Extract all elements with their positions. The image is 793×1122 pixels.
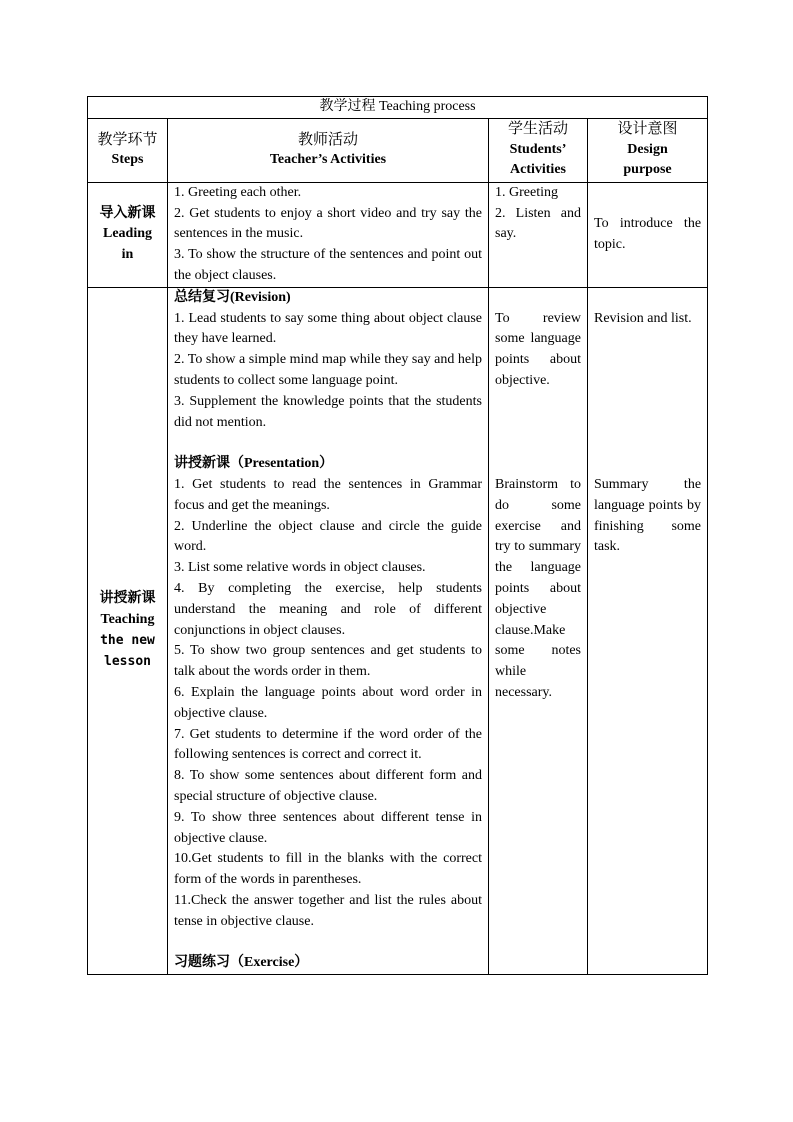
- spacer: [594, 329, 701, 350]
- teaching-students: [489, 287, 588, 974]
- presentation-item: 8. To show some sentences about different form and special structure of objective clause.: [174, 768, 482, 804]
- header-steps-cn: 教学环节: [97, 131, 158, 148]
- presentation-item: 4. By completing the exercise, help students understand the meaning and role of different conjunctions in object clauses.: [174, 580, 482, 638]
- leading-teacher-item: 3. To show the structure of the sentences and point out the object clauses.: [174, 247, 482, 283]
- header-students-en2: Activities: [510, 162, 566, 178]
- teaching-step-en2: the new: [100, 632, 155, 648]
- presentation-item: 10.Get students to fill in the blanks with the correct form of the words in parentheses.: [174, 851, 482, 888]
- header-teacher-cn: 教师活动: [297, 131, 358, 148]
- teaching-step-en3: lesson: [104, 653, 151, 669]
- teaching-teacher: [168, 287, 489, 974]
- exercise-heading: 习题练习（Exercise）: [174, 955, 309, 971]
- leading-row: [88, 182, 708, 287]
- leading-students-item: 1. Greeting: [495, 184, 558, 200]
- header-teacher-en: Teacher’s Activities: [269, 152, 387, 168]
- presentation-item: 2. Underline the object clause and circle the guide word.: [174, 518, 482, 555]
- spacer: [594, 288, 701, 309]
- header-design: [588, 118, 708, 182]
- spacer: [174, 433, 482, 454]
- presentation-item: 3. List some relative words in object clauses.: [174, 560, 426, 576]
- revision-item: 1. Lead students to say some thing about object clause they have learned.: [174, 310, 482, 347]
- header-design-en1: Design: [627, 141, 668, 157]
- leading-design: To introduce the topic.: [588, 182, 708, 287]
- spacer: [495, 413, 581, 434]
- teaching-design: [588, 287, 708, 974]
- teaching-step-en1: Teaching: [100, 612, 155, 628]
- spacer: [174, 932, 482, 953]
- spacer: [495, 454, 581, 475]
- spacer: [594, 454, 701, 475]
- spacer: [594, 350, 701, 371]
- leading-step-en2: in: [121, 247, 134, 263]
- presentation-heading: 讲授新课（Presentation）: [174, 456, 334, 472]
- students-presentation: Brainstorm to do some exercise and try to summary the language points about objective clause.Make some notes while necessary.: [495, 476, 581, 700]
- presentation-item: 5. To show two group sentences and get students to talk about the words order in them.: [174, 643, 482, 680]
- header-design-cn: 设计意图: [617, 120, 678, 137]
- spacer: [495, 392, 581, 413]
- teaching-process-table: [87, 96, 708, 975]
- design-revision: Revision and list.: [594, 310, 692, 326]
- header-row: [88, 118, 708, 182]
- revision-item: 2. To show a simple mind map while they say and help students to collect some language point.: [174, 352, 482, 388]
- header-steps-en: Steps: [111, 152, 144, 168]
- header-design-en2: purpose: [623, 162, 672, 178]
- teaching-step-cn: 讲授新课: [99, 591, 156, 607]
- presentation-item: 6. Explain the language points about word order in objective clause.: [174, 684, 482, 721]
- revision-heading: 总结复习(Revision): [174, 289, 291, 305]
- header-students: [489, 118, 588, 182]
- teaching-step: [88, 287, 168, 974]
- spacer: [594, 392, 701, 413]
- presentation-item: 1. Get students to read the sentences in Grammar focus and get the meanings.: [174, 476, 482, 513]
- leading-step-en1: Leading: [102, 226, 152, 242]
- header-students-en1: Students’: [509, 141, 567, 157]
- spacer: [495, 433, 581, 454]
- revision-item: 3. Supplement the knowledge points that the students did not mention.: [174, 393, 482, 430]
- spacer: [594, 433, 701, 454]
- header-students-cn: 学生活动: [507, 120, 568, 137]
- spacer: [594, 371, 701, 392]
- leading-teacher-item: 1. Greeting each other.: [174, 184, 302, 200]
- students-revision: To review some language points about objective.: [495, 310, 581, 388]
- leading-teacher-item: 2. Get students to enjoy a short video and try say the sentences in the music.: [174, 205, 482, 242]
- presentation-item: 11.Check the answer together and list the rules about tense in objective clause.: [174, 892, 482, 929]
- leading-students-item: 2. Listen and say.: [495, 205, 581, 242]
- title-row: [88, 97, 708, 119]
- leading-students: [489, 182, 588, 287]
- presentation-item: 7. Get students to determine if the word order of the following sentences is correct and correct it.: [174, 726, 482, 763]
- header-steps: [88, 118, 168, 182]
- header-teacher: [168, 118, 489, 182]
- leading-step: [88, 182, 168, 287]
- spacer: [594, 413, 701, 434]
- leading-teacher: [168, 182, 489, 287]
- leading-step-cn: 导入新课: [99, 205, 156, 221]
- table-title: 教学过程 Teaching process: [88, 97, 708, 119]
- teaching-row: [88, 287, 708, 974]
- presentation-item: 9. To show three sentences about different tense in objective clause.: [174, 809, 482, 846]
- spacer: [495, 288, 581, 309]
- design-presentation: Summary the language points by finishing some task.: [594, 476, 702, 555]
